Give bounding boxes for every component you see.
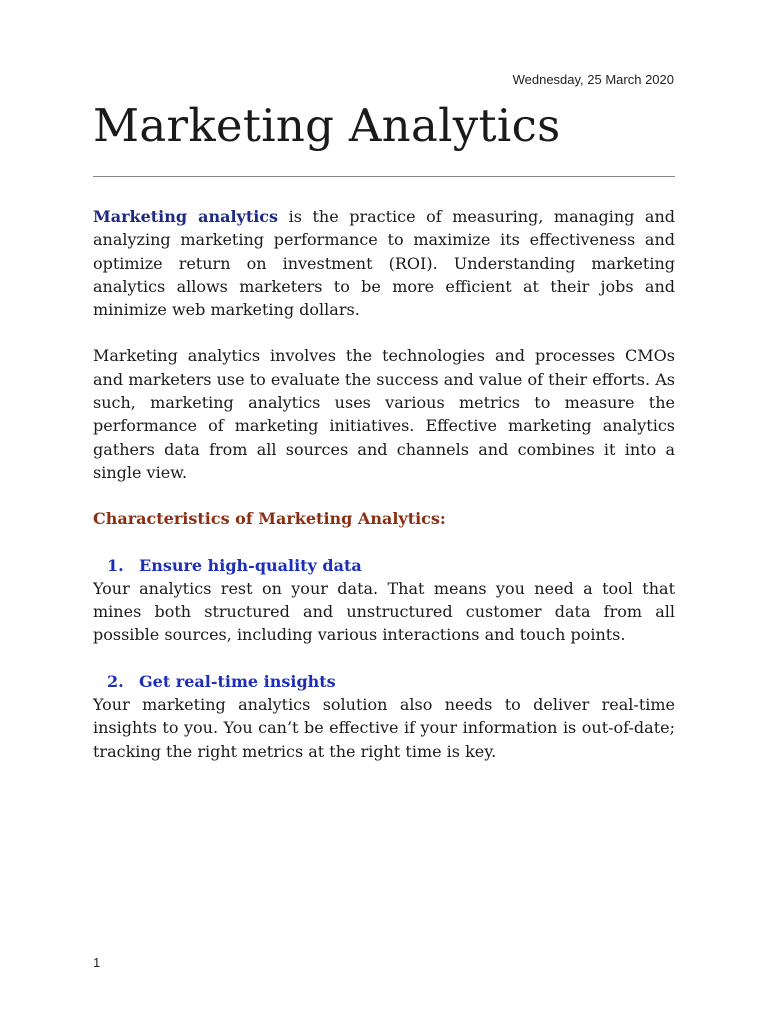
document-body [93, 205, 675, 786]
intro-lead-term: Marketing analytics [93, 207, 279, 226]
list-item-title: Get real-time insights [139, 671, 336, 691]
intro-paragraph [93, 205, 675, 321]
list-item-heading [93, 554, 675, 577]
list-item-body: Your analytics rest on your data. That means you need a tool that mines both structured and unstructured customer data from all possible sources, including various interactions and touch points. [93, 578, 675, 645]
title-divider [93, 176, 675, 177]
intro-text: is the practice of measuring, managing and analyzing marketing performance to maximize its effectiveness and optimize return on investment (ROI). Understanding marketing analytics allows marketers to be more efficient at their jobs and minimize web marketing dollars. [93, 207, 675, 320]
page-number: 1 [93, 955, 101, 970]
document-date: Wednesday, 25 March 2020 [512, 72, 674, 87]
paragraph-2: Marketing analytics involves the technologies and processes CMOs and marketers use to evaluate the success and value of their efforts. As such, marketing analytics uses various metrics to measure the performance of marketing initiatives. Effective marketing analytics gathers data from all sources and channels and combines it into a single view. [93, 346, 675, 482]
list-item-number: 2. [107, 671, 124, 691]
list-item-heading [93, 670, 675, 693]
document-title: Marketing Analytics [93, 99, 561, 152]
list-item-number: 1. [107, 555, 124, 575]
list-item-body: Your marketing analytics solution also needs to deliver real-time insights to you. You can’t be effective if your information is out-of-date; tracking the right metrics at the right time is key. [93, 695, 675, 761]
section-heading: Characteristics of Marketing Analytics: [93, 509, 446, 529]
list-item-title: Ensure high-quality data [139, 555, 362, 575]
